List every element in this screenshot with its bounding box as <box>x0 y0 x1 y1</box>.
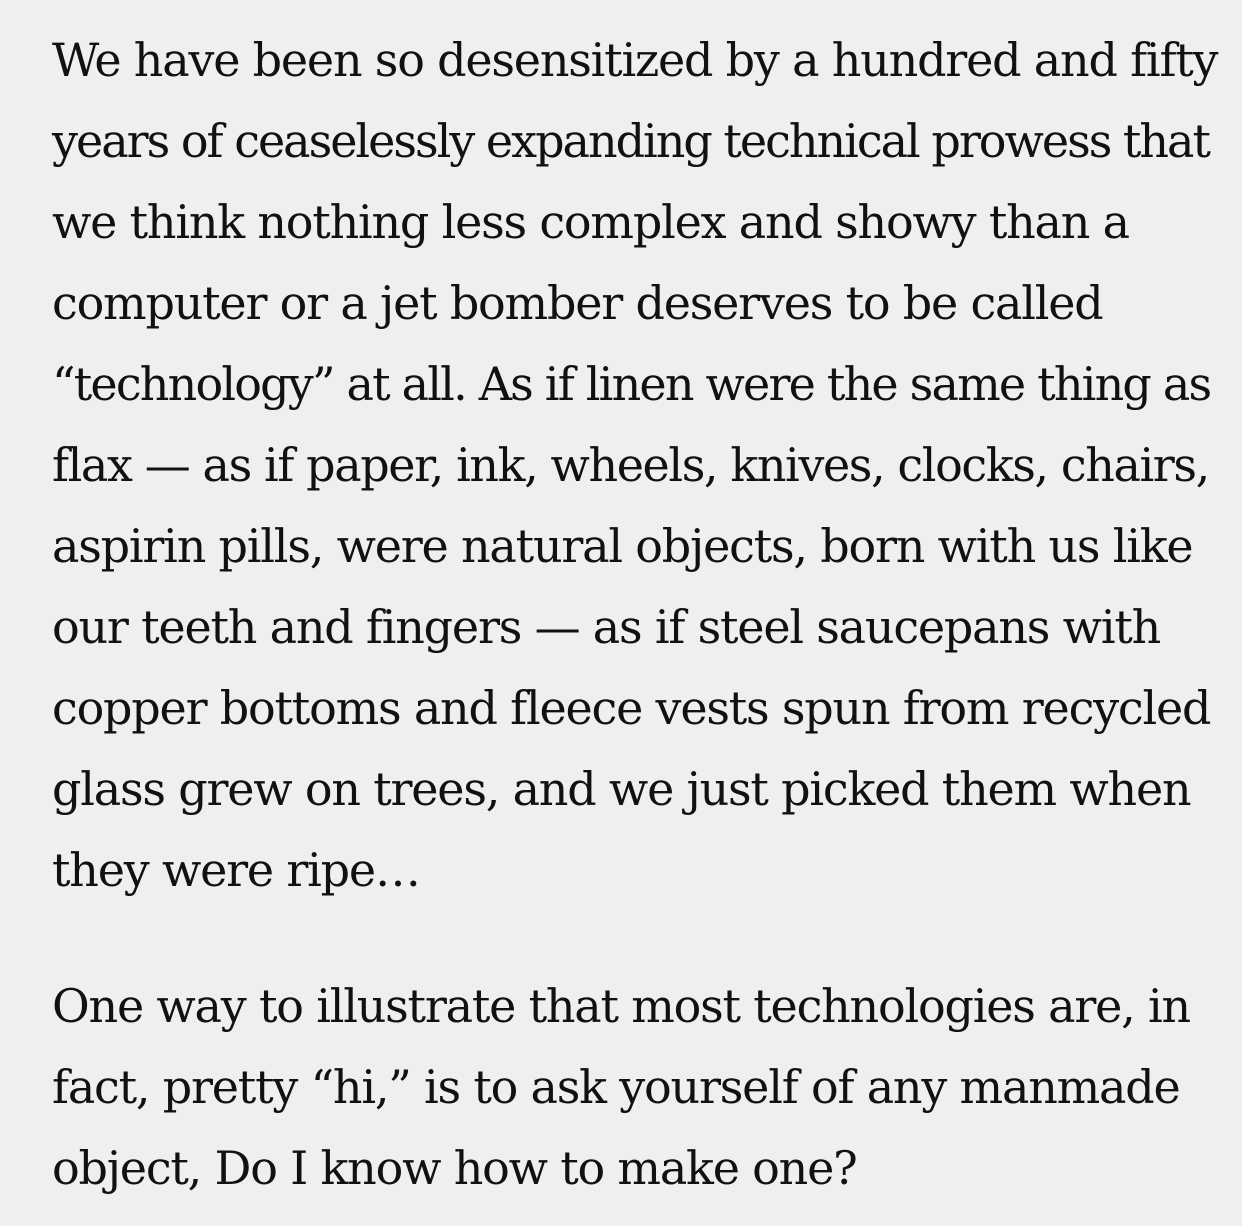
text-line: We have been so desensitized by a hundred and fifty <box>52 33 1218 87</box>
text-line: they were ripe… <box>52 843 420 897</box>
text-line: fact, pretty “hi,” is to ask yourself of any manmade <box>52 1060 1180 1114</box>
text-line: we think nothing less complex and showy than a <box>52 195 1129 249</box>
text-line: flax — as if paper, ink, wheels, knives, clocks, chairs, <box>52 438 1209 492</box>
text-line: object, Do I know how to make one? <box>52 1141 857 1195</box>
text-line: copper bottoms and fleece vests spun from recycled <box>52 681 1211 735</box>
text-line: aspirin pills, were natural objects, born with us like <box>52 519 1193 573</box>
text-line: years of ceaselessly expanding technical prowess that <box>52 114 1209 168</box>
text-line: glass grew on trees, and we just picked them when <box>52 762 1191 816</box>
text-line: One way to illustrate that most technologies are, in <box>52 979 1190 1033</box>
text-line: computer or a jet bomber deserves to be called <box>52 276 1103 330</box>
text-line: our teeth and fingers — as if steel saucepans with <box>52 600 1161 654</box>
text-line: “technology” at all. As if linen were the same thing as <box>52 357 1211 411</box>
